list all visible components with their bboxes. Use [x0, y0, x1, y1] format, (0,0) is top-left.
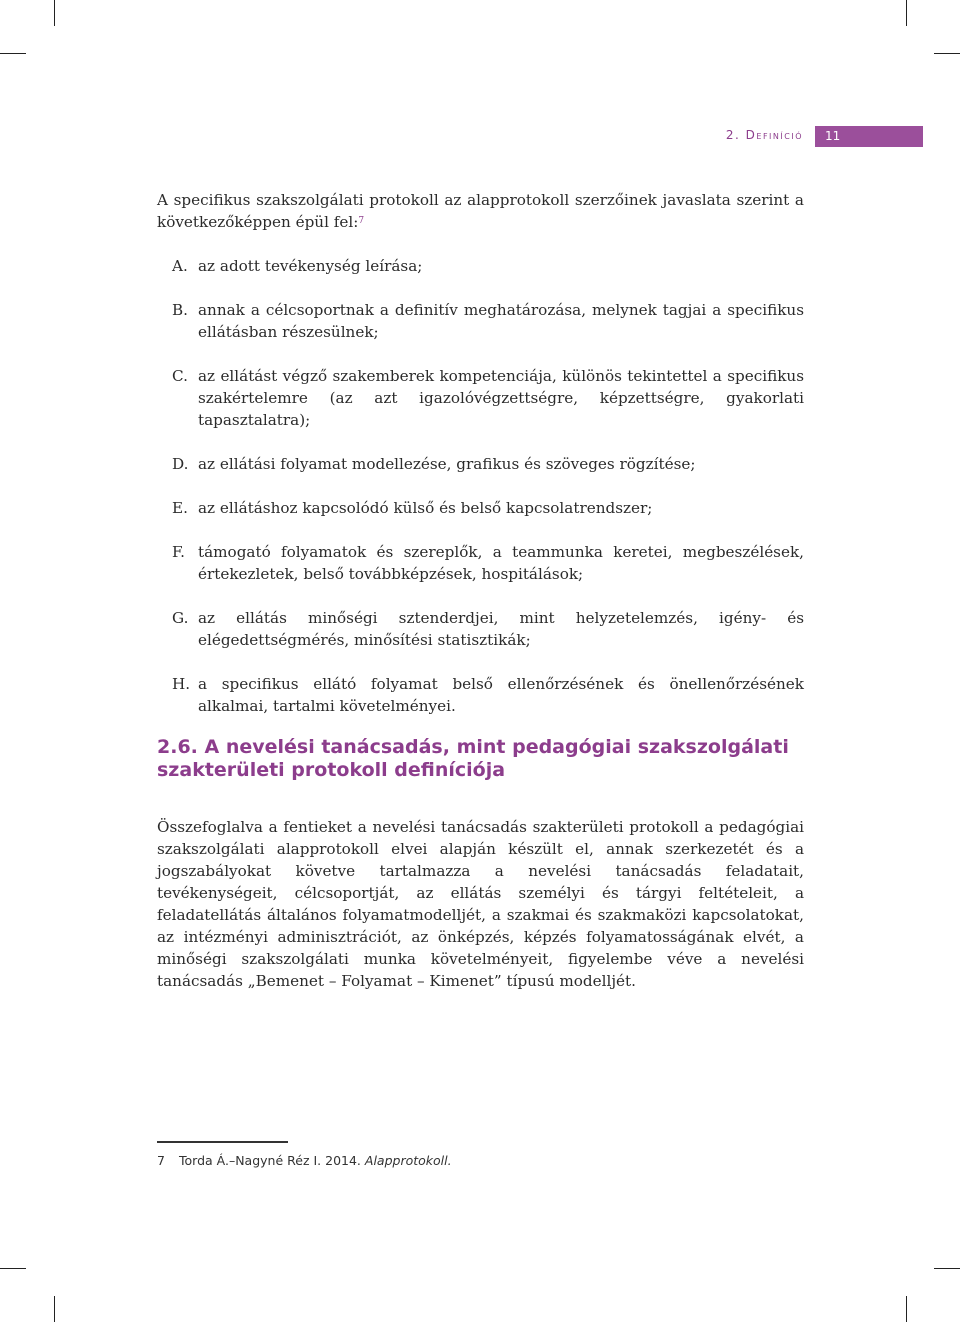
list-text: az ellátás minőségi sztenderdjei, mint helyzetelemzés, igény- és elégedettségmérés, minősítési statisztikák; — [198, 609, 804, 649]
footnote-reference[interactable]: 7 — [358, 216, 365, 226]
section-label: 2. Definíció — [725, 128, 803, 142]
footnote-number: 7 — [157, 1153, 165, 1168]
list-item-g — [157, 607, 804, 651]
list-item-b — [157, 299, 804, 343]
crop-mark — [54, 0, 55, 26]
section-title: A nevelési tanácsadás, mint pedagógiai szakszolgálati szakterületi protokoll definíciója — [157, 736, 789, 781]
list-text: a specifikus ellátó folyamat belső ellenőrzésének és önellenőrzésének alkalmai, tartalmi követelményei. — [198, 675, 804, 715]
crop-mark — [0, 53, 26, 54]
protocol-list — [157, 255, 804, 739]
intro-paragraph — [157, 189, 804, 233]
list-item-a — [157, 255, 804, 277]
running-head — [0, 126, 923, 147]
list-item-e — [157, 497, 804, 519]
footnote — [157, 1152, 452, 1170]
list-text: az adott tevékenység leírása; — [198, 257, 423, 275]
crop-mark — [0, 1268, 26, 1269]
section-heading — [157, 736, 804, 782]
list-item-h — [157, 673, 804, 717]
list-text: az ellátáshoz kapcsolódó külső és belső kapcsolatrendszer; — [198, 499, 653, 517]
list-letter: A. — [172, 257, 188, 275]
crop-mark — [906, 0, 907, 26]
section-2-6 — [157, 736, 804, 992]
crop-mark — [906, 1296, 907, 1322]
list-letter: H. — [172, 675, 191, 693]
list-letter: C. — [172, 367, 188, 385]
section-body: Összefoglalva a fentieket a nevelési tanácsadás szakterületi protokoll a pedagógiai szakszolgálati alapprotokoll elvei alapján készült el, annak szerkezetét és a jogszabályokat követve tartalmazza a nevelési tanácsadás feladatait, tevékenységeit, célcsoportját, az ellátás személyi és tárgyi feltételeit, a feladatellátás általános folyamatmodelljét, a szakmai és szakmaközi kapcsolatokat, az intézményi adminisztrációt, az önképzés, képzés folyamatosságának elvét, a minőségi szakszolgálati munka követelményeit, figyelembe véve a nevelési tanácsadás „Bemenet – Folyamat – Kimenet” típusú modelljét. — [157, 818, 804, 990]
list-text: támogató folyamatok és szereplők, a teammunka keretei, megbeszélések, értekezletek, belső továbbképzések, hospitálások; — [198, 543, 804, 583]
page-number: 11 — [815, 126, 923, 147]
list-letter: B. — [172, 301, 188, 319]
footnote-authors: Torda Á.–Nagyné Réz I. 2014. — [179, 1153, 361, 1168]
list-letter: G. — [172, 609, 189, 627]
intro-block — [157, 189, 804, 233]
list-item-d — [157, 453, 804, 475]
crop-mark — [934, 1268, 960, 1269]
list-letter: F. — [172, 543, 185, 561]
list-text: az ellátási folyamat modellezése, grafikus és szöveges rögzítése; — [198, 455, 696, 473]
list-text: annak a célcsoportnak a definitív meghatározása, melynek tagjai a specifikus ellátásban részesülnek; — [198, 301, 804, 341]
list-letter: D. — [172, 455, 189, 473]
intro-text: A specifikus szakszolgálati protokoll az alapprotokoll szerzőinek javaslata szerint a következőképpen épül fel: — [157, 191, 804, 231]
list-item-f — [157, 541, 804, 585]
crop-mark — [54, 1296, 55, 1322]
crop-mark — [934, 53, 960, 54]
list-item-c — [157, 365, 804, 431]
section-number: 2.6. — [157, 736, 198, 758]
list-text: az ellátást végző szakemberek kompetenciája, különös tekintettel a specifikus szakértelemre (az azt igazolóvégzettségre, képzettségre, gyakorlati tapasztalatra); — [198, 367, 804, 429]
footnote-divider — [157, 1141, 288, 1143]
list-letter: E. — [172, 499, 188, 517]
footnote-title: Alapprotokoll. — [364, 1153, 452, 1168]
